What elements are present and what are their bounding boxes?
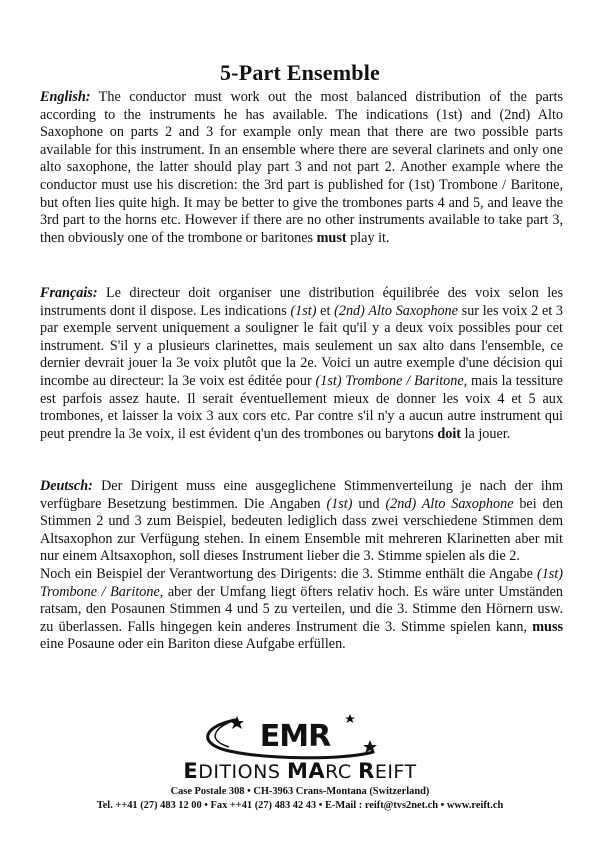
german-text: Der Dirigent muss eine ausgeglichene Stimmenverteilung je nach der ihm verfügbare Besetzung bestimmen. Die Angaben (40, 478, 563, 512)
publisher-contact: Tel. ++41 (27) 483 12 00 • Fax ++41 (27) 483 42 43 • E-Mail : reift@tvs2net.ch • www.reift.ch (96, 800, 504, 811)
german-italic-1st: (1st) (326, 495, 353, 512)
english-paragraph (40, 89, 563, 247)
german-emphasis: muss (532, 618, 563, 635)
english-label: English: (40, 89, 91, 105)
french-italic-trombone: (1st) Trombone / Baritone, (315, 372, 468, 389)
german-text: Noch ein Beispiel der Verantwortung des Dirigents: die 3. Stimme enthält die Angabe (40, 565, 537, 582)
german-italic-alto-sax: (2nd) Alto Saxophone (385, 495, 514, 512)
german-label: Deutsch: (40, 478, 93, 494)
french-text: et (316, 302, 335, 319)
french-text-end: la jouer. (461, 425, 511, 442)
french-italic-alto-sax: (2nd) Alto Saxophone (334, 302, 458, 319)
french-emphasis: doit (437, 425, 462, 442)
french-text: Le directeur doit organiser une distribution équilibrée des voix selon les instruments dont il dispose. Les indications (40, 285, 563, 319)
german-text: bei den Stimmen 2 und 3 zum Beispiel, bedeuten lediglich dass zwei verschiedene Stimmen dem Altsaxophon zur Verfügung stehen. In einem Ensemble mit mehreren Klarinetten aber mit nur einem Altsaxophon, soll dieses Instrument lieber die 3. Stimme spielen als die 2. (40, 495, 563, 565)
french-italic-1st: (1st) (290, 302, 317, 319)
french-label: Français: (40, 285, 98, 301)
english-text-end: play it. (346, 229, 390, 246)
emr-logo (195, 712, 405, 764)
german-paragraph (40, 478, 563, 654)
french-text: mais la tessiture est parfois assez haute. Il serait éventuellement mieux de donner les voix 4 et 5 aux trombones, et laisser la voix 3 aux cors etc. Par contre s'il n'y a aucun autre instrument qui peut prendre la 3e voix, il est évident q'un des trombones ou barytons (40, 372, 563, 442)
french-paragraph (40, 285, 563, 443)
publisher-address: Case Postale 308 • CH-3963 Crans-Montana (Switzerland) (170, 786, 430, 797)
german-text: aber der Umfang liegt öfters relativ hoch. Es wäre unter Umständen ratsam, den Posaunen Stimmen 4 und 5 zu verteilen, und die 3. Stimme den Hörnern usw. zu überlassen. Falls hingegen kein anderes Instrument die 3. Stimme spielen kann, (40, 583, 563, 635)
german-text-end: eine Posaune oder ein Bariton diese Aufgabe erfüllen. (40, 636, 346, 653)
svg-text:EMR: EMR (259, 719, 331, 754)
german-text: und (352, 495, 386, 512)
french-text: sur les voix 2 et 3 par exemple servent uniquement a souligner le fait qu'il y a deux voix possibles pour cet instrument. S'il y a plusieurs clarinettes, mais seulement un sax alto dans l'ensemble, ce dernier devrait jouer la 3e voix plutôt que la 2e. Voici un autre exemple d'une décision qui incombe au directeur: la 3e voix est éditée pour (40, 302, 563, 389)
english-emphasis: must (316, 229, 347, 246)
emr-logo-icon (195, 712, 405, 764)
english-text: The conductor must work out the most balanced distribution of the parts according to the instruments he has available. The indications (1st) and (2nd) Alto Saxophone on parts 2 and 3 for example only mean that there are two possible parts available for this instrument. In an ensemble where there are several clarinets and only one alto saxophone, the latter should play part 3 and not part 2. Another example where the conductor must use his discretion: the 3rd part is published for (1st) Trombone / Baritone, but often lies quite high. It may be better to give the trombones parts 4 and 5, and leave the 3rd part to the horns etc. However if there are no other instruments available to take part 3, then obviously one of the trombone or baritones (40, 89, 563, 246)
german-italic-trombone: (1st) Trombone / Baritone, (40, 565, 563, 600)
page-title: 5-Part Ensemble (219, 59, 381, 85)
publisher-name: EDITIONS MARC REIFT (183, 759, 417, 783)
